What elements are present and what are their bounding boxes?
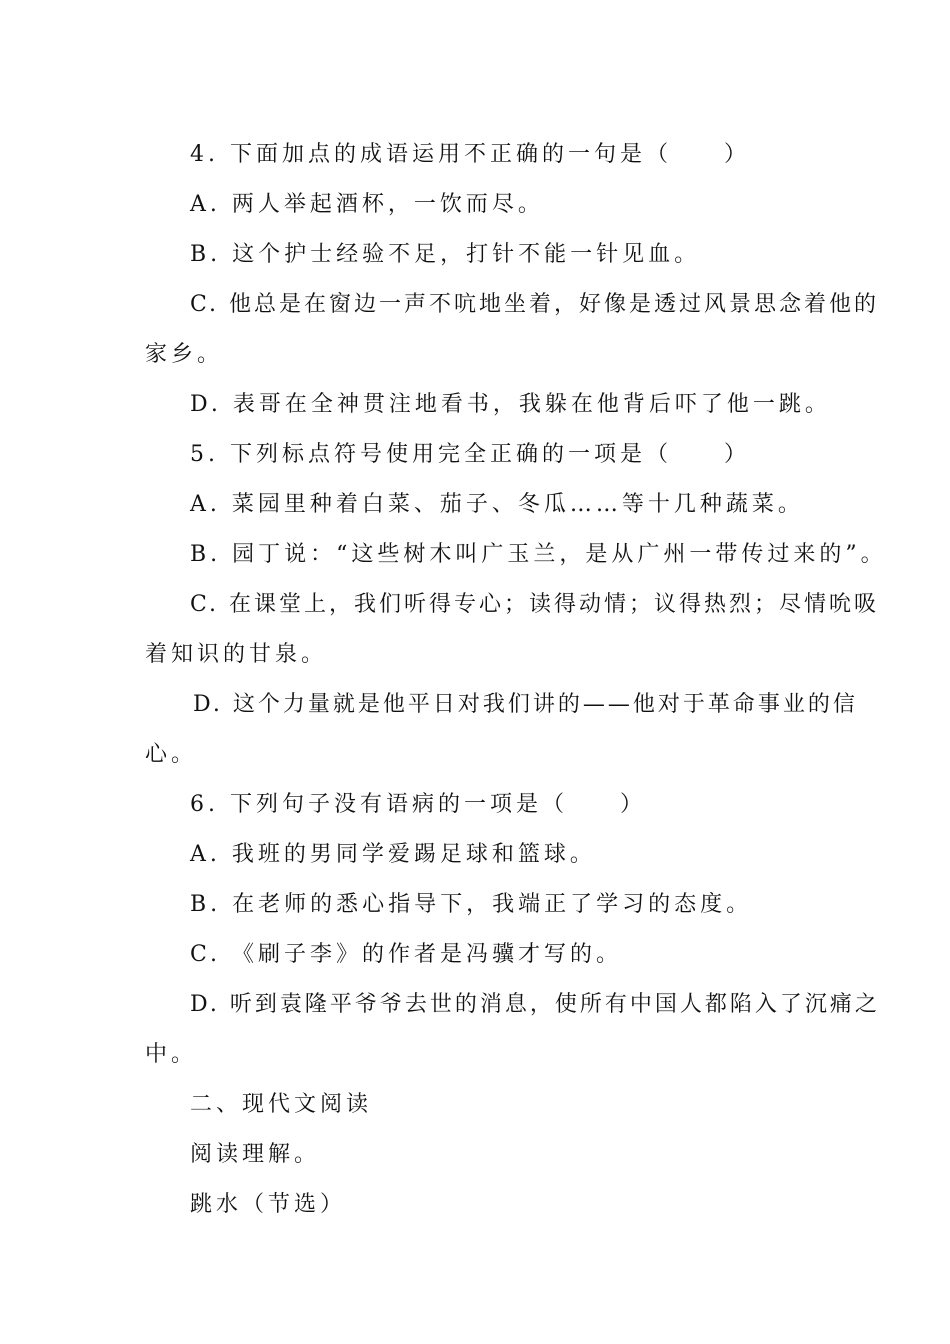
question-5-option-d-continued: 心。 — [145, 742, 198, 767]
question-4-stem: 4. 下面加点的成语运用不正确的一句是（ ） — [190, 142, 750, 167]
question-5-option-a: A. 菜园里种着白菜、茄子、冬瓜……等十几种蔬菜。 — [190, 492, 804, 517]
question-4-option-c: C. 他总是在窗边一声不吭地坐着，好像是透过风景思念着他的 — [190, 292, 880, 317]
passage-title: 跳水（节选） — [190, 1192, 347, 1217]
question-5-option-b: B. 园丁说：“这些树木叫广玉兰，是从广州一带传过来的”。 — [190, 542, 887, 567]
question-4-option-b: B. 这个护士经验不足，打针不能一针见血。 — [190, 242, 701, 267]
question-5-stem: 5. 下列标点符号使用完全正确的一项是（ ） — [190, 442, 750, 467]
question-4-option-d: D. 表哥在全神贯注地看书，我躲在他背后吓了他一跳。 — [190, 392, 831, 417]
question-6-option-b: B. 在老师的悉心指导下，我端正了学习的态度。 — [190, 892, 753, 917]
question-6-stem: 6. 下列句子没有语病的一项是（ ） — [190, 792, 646, 817]
question-6-option-c: C. 《刷子李》的作者是冯骥才写的。 — [190, 942, 623, 967]
question-6-option-d-continued: 中。 — [145, 1042, 198, 1067]
question-5-option-c: C. 在课堂上，我们听得专心；读得动情；议得热烈；尽情吮吸 — [190, 592, 880, 617]
question-4-option-a: A. 两人举起酒杯，一饮而尽。 — [190, 192, 544, 217]
question-6-option-a: A. 我班的男同学爱踢足球和篮球。 — [190, 842, 596, 867]
question-4-option-c-continued: 家乡。 — [145, 342, 224, 367]
reading-instruction: 阅读理解。 — [190, 1142, 321, 1167]
question-5-option-d: D. 这个力量就是他平日对我们讲的——他对于革命事业的信 — [193, 692, 858, 717]
question-5-option-c-continued: 着知识的甘泉。 — [145, 642, 328, 667]
document-body — [145, 130, 887, 1230]
section-heading: 二、现代文阅读 — [190, 1092, 373, 1117]
question-6-option-d: D. 听到袁隆平爷爷去世的消息，使所有中国人都陷入了沉痛之 — [190, 992, 880, 1017]
